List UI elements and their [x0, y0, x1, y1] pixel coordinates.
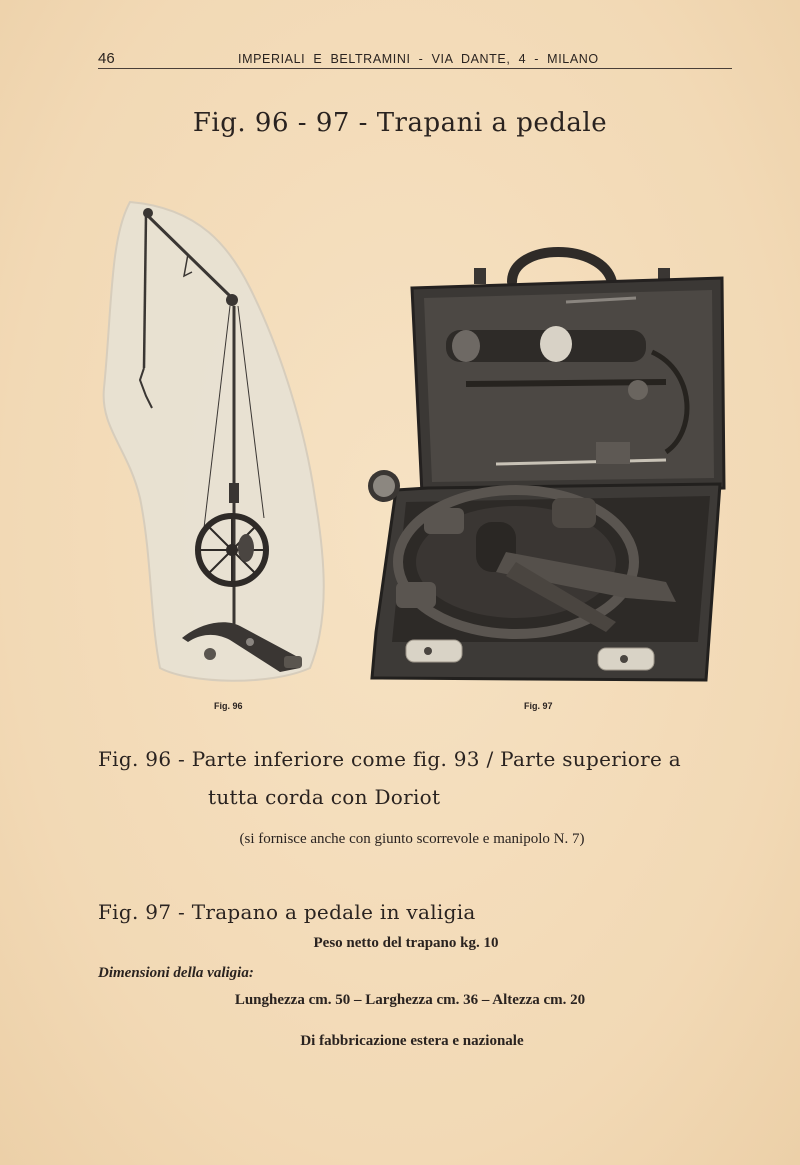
fig96-description-line2: tutta corda con Doriot: [208, 785, 441, 809]
page-header: [98, 46, 732, 69]
figure-96-caption: Fig. 96: [214, 701, 243, 711]
fig96-note: (si fornisce anche con giunto scorrevole e manipolo N. 7): [239, 831, 585, 847]
fig97-description: Fig. 97 - Trapano a pedale in valigia: [98, 900, 476, 924]
header-text: IMPERIALI E BELTRAMINI - VIA DANTE, 4 - MILANO: [238, 52, 599, 66]
figure-96-treadle-drill: [100, 198, 328, 688]
fig96-description-line1: Fig. 96 - Parte inferiore come fig. 93 / Parte superiore a: [98, 747, 682, 771]
page-number: 46: [98, 50, 115, 67]
fig97-origin: Di fabbricazione estera e nazionale: [300, 1033, 524, 1049]
page-title: Fig. 96 - 97 - Trapani a pedale: [192, 108, 608, 138]
fig97-dimensions-label: Dimensioni della valigia:: [98, 965, 254, 981]
figure-97-caption: Fig. 97: [524, 701, 553, 711]
figure-97-suitcase-drill: [366, 232, 728, 692]
fig97-dimensions: Lunghezza cm. 50 – Larghezza cm. 36 – Altezza cm. 20: [234, 992, 586, 1008]
fig97-weight: Peso netto del trapano kg. 10: [313, 935, 499, 951]
